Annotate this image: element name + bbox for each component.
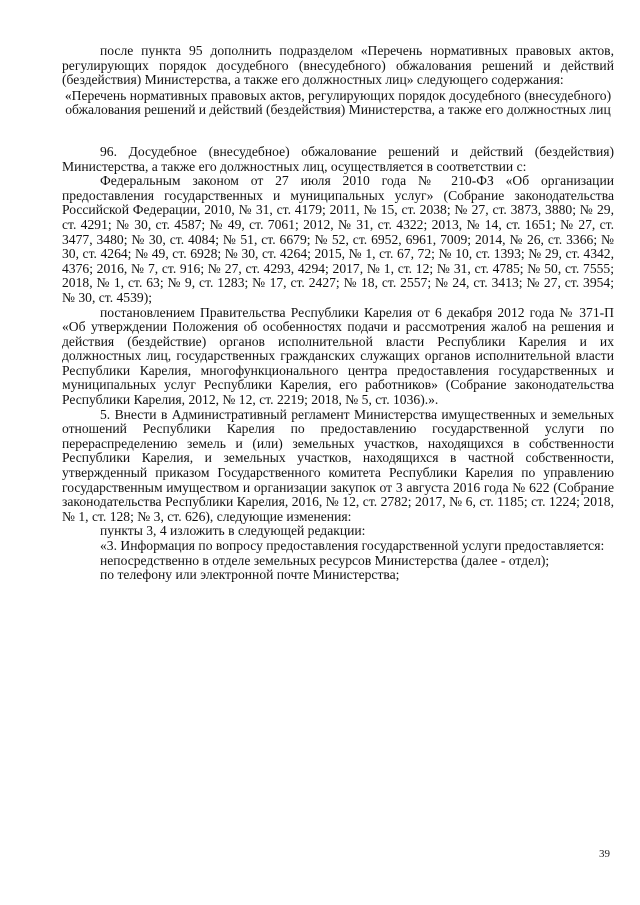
point-3-paragraph: «3. Информация по вопросу предоставления государственной услуги предоставляется:: [100, 538, 605, 553]
points-3-4-paragraph: пункты 3, 4 изложить в следующей редакции:: [100, 523, 366, 539]
decree-371-paragraph: постановлением Правительства Республики Карелия от 6 декабря 2012 года № 371-П «Об утверждении Положения об особенностях подачи и рассмотрения жалоб на решения и действия (бездействие) органов исполнительной власти Республики Карелия и их должностных лиц, государственных гражданских служащих органов исполнительной власти Республики Карелия, многофункционального центра предоставления государственных и муниципальных услуг Республики Карелия, его работников» (Собрание законодательства Республики Карелия, 2012, № 12, ст. 2219; 2018, № 5, ст. 1036).».: [62, 304, 614, 408]
item-5-paragraph: 5. Внести в Административный регламент Министерства имущественных и земельных отношений Республики Карелия по предоставлению государственной услуги по перераспределению земель и (или) земельных участков, находящихся в собственности Республики Карелия, и земельных участков, находящихся в частной собственности, утвержденный приказом Государственного комитета Республики Карелия по управлению государственным имуществом и организации закупок от 3 августа 2016 года № 622 (Собрание законодательства Республики Карелия, 2016, № 12, ст. 2782; 2017, № 6, ст. 1185; ст. 1224; 2018, № 1, ст. 128; № 3, ст. 626), следующие изменения:: [62, 406, 614, 524]
department-paragraph: непосредственно в отделе земельных ресурсов Министерства (далее - отдел);: [100, 552, 550, 568]
intro-paragraph: после пункта 95 дополнить подразделом «Перечень нормативных правовых актов, регулирующих порядок досудебного (внесудебного) обжалования решений и действий (бездействия) Министерства, а также его должностных лиц» следующего содержания:: [62, 43, 614, 88]
section-heading: «Перечень нормативных правовых актов, регулирующих порядок досудебного (внесудебного) обжалования решений и действий (бездействия) Министерства, а также его должностных лиц: [64, 87, 612, 118]
federal-law-210-paragraph: Федеральным законом от 27 июля 2010 года № 210-ФЗ «Об организации предоставления государственных и муниципальных услуг» (Собрание законодательства Российской Федерации, 2010, № 31, ст. 4179; 2011, № 15, ст. 2038; № 27, ст. 3873, 3880; № 29, ст. 4291; № 30, ст. 4587; № 49, ст. 7061; 2012, № 31, ст. 4322; 2013, № 14, ст. 1651; № 27, ст. 3477, 3480; № 30, ст. 4084; № 51, ст. 6679; № 52, ст. 6952, 6961, 7009; 2014, № 26, ст. 3366; № 30, ст. 4264; № 49, ст. 6928; № 30, ст. 4264; 2015, № 1, ст. 67, 72; № 10, ст. 1393; № 29, ст. 4342, 4376; 2016, № 7, ст. 916; № 27, ст. 4293, 4294; 2017, № 1, ст. 12; № 31, ст. 4785; № 50, ст. 7555; 2018, № 1, ст. 63; № 9, ст. 1283; № 17, ст. 2427; № 18, ст. 2557; № 24, ст. 3413; № 27, ст. 3954; № 30, ст. 4539);: [62, 173, 614, 305]
document-body: [62, 44, 614, 583]
page-number: 39: [599, 848, 610, 860]
spacer: [62, 118, 614, 145]
paragraph-96: 96. Досудебное (внесудебное) обжалование решений и действий (бездействия) Министерства, а также его должностных лиц, осуществляется в соответствии с:: [62, 143, 614, 174]
phone-paragraph: по телефону или электронной почте Министерства;: [100, 567, 400, 583]
